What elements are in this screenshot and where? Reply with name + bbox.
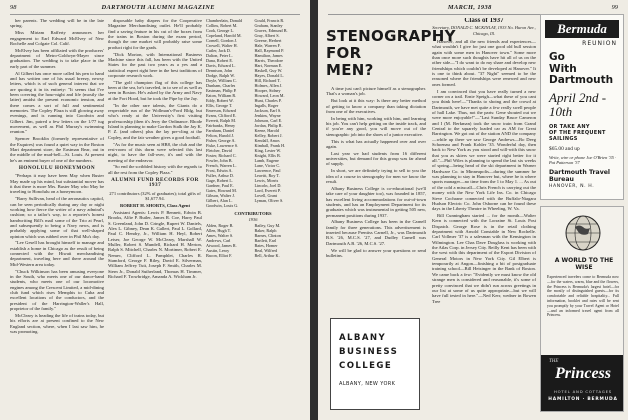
paragraph: "As for the music seen at HB8, the club and the rest-room of this dorm were selected this last night, to have the fall-over, it's and with the meeting of the endeavor.: [108, 141, 202, 163]
list-item: Gilbert, Alan L.: [206, 198, 233, 203]
list-item: Lyman, Oliver S.: [254, 198, 284, 203]
list-item: Jackson, Earl S.: [254, 108, 282, 113]
list-item: Ames, Walter S.: [206, 232, 234, 238]
contact-line: Write, wire or phone Joe O'Brien '35 · Pat Patterson '37: [549, 154, 616, 165]
list-item: Emerson, Edward: [206, 108, 237, 113]
list-item: Doyle, William C.: [206, 78, 237, 83]
left-column-2: [108, 18, 202, 416]
list-item: Allen, Hugh T.: [206, 227, 231, 233]
list-item: Collins, Robert M.: [206, 23, 238, 28]
list-item: Eddy, Robert W.: [206, 98, 234, 103]
paragraph: "Dick Morton, with International Business Machine since this fall, has been with the United States for the past two years as a yes and a statistical expert right here in the best traditions of corporate research work.: [108, 51, 202, 78]
list-item: Kimball, Frank H.: [254, 143, 286, 148]
paragraph: Spencer Brooklin (formerly representative of the Esquires) was found a quiet way in the Boston Mart department store, the Eastman Bear, out in the middle of the mud-bell—St. Louis. At present he's an eminent buyer of one of the numbers.: [10, 136, 104, 163]
list-item: Gage, Robert L.: [206, 178, 233, 183]
paragraph: Albany Business College is co-educational (we'll take care of your daughter too), was founded in 1857, has excellent living accommodations for out-of-town students, and has an Employment Department for its graduates which was instrumental in getting 505 new, permanent positions during 1937.: [326, 185, 426, 218]
princess-logo: Princess: [555, 365, 611, 382]
list-item: French, Warren L.: [206, 163, 237, 168]
princess-hotel-ad: [540, 206, 624, 412]
list-item: Beal, Wilfred: [254, 247, 278, 253]
list-item: Gray, Albert S.: [254, 33, 280, 38]
list-item: Dana, Robert E.: [206, 58, 233, 63]
left-page: [0, 0, 310, 420]
list-item: Cutler, Jack D.: [206, 48, 231, 53]
list-item: Cornell, Gordon J.: [206, 38, 238, 43]
list-item: Chamberlain, Donald: [206, 18, 243, 23]
paragraph: her parents. The wedding will be in the late spring.: [10, 18, 104, 29]
class-secretary: Secretary, DONALD C. MCKINLAY, 1933 No. Huron Ave., Chicago, Ill.: [432, 25, 536, 36]
list-item: Dennison, John: [206, 68, 233, 73]
left-column-1: [10, 18, 104, 416]
list-item: Kelley, Robert J.: [254, 133, 283, 138]
paragraph: But look at it this way: Is there any better method of getting to know a company than taking dictation from one of the executives.: [326, 98, 426, 114]
list-item: Eastman, Philip P.: [206, 88, 237, 93]
list-item: Hunt, Charles P.: [254, 98, 282, 103]
princess-ad-headline: A WORLD TO THE WISE: [554, 257, 614, 271]
bermuda-logo: Bermuda: [545, 20, 619, 38]
list-item: King, Lester W.: [254, 148, 282, 153]
paragraph: We will be glad to answer your questions or send bulletins.: [326, 247, 426, 258]
paragraph: I am convinced that you have really turned a new corner on a trail. Ernie Speigh—what these of you cant you think here!—"Thanks to shoing and the crowd at Dartmouth, we have met quite a few really swell people of hall Lake. Thus, not the parts: Gene shouted out we were more enjoyable!"—"Last Sunday Bruce Cameron and I (M. Berkman) took the snow train from Grand Central to the squarely loaded car as AM for Great Barrington. We got out of the station AND the company—while up there we saw George Andrews—Bo Deeg Schoenau and Frank Kohler '35. Wonderful day, then back to New York as you stood and will-with this snow that you as skiers we were started right better for it all."—Phil Wiles is planning to spend the last six weeks of spring—being head of the ski department in Warner Hardware Co. in Minneapolis—during the summer he was planning to stay in Hanover but, where he is where sports manager—no time from the 1 to May 1. ... As out of the cold a misscall—Chris French is carrying out the money with the New York Life Ins. Co. in Chicago Steve Cochrane connected with the Buffalo-Niagara Hudson Electric Co. John Osborne can be found these days in the Liberty Theatre in Wheeling, W. Va.: [432, 88, 536, 212]
list-item: Atwood, James R.: [206, 242, 237, 248]
list-item: Howard, Leon M.: [254, 93, 285, 98]
section-heading: HONOLULU HONEYMOON: [18, 164, 96, 171]
list-item: Harris, Theodore: [254, 58, 284, 63]
ad-name-line: BUSINESS: [339, 347, 399, 357]
paragraph: A time just can't picture himself as a stenographer. That's a woman's job.: [326, 86, 426, 97]
page-gutter: [310, 0, 318, 420]
list-item: Bell, Arthur K.: [254, 252, 280, 258]
list-item: Baker, Ralph: [254, 227, 277, 233]
hotel-and-cottages: HOTEL AND COTTAGES: [553, 389, 613, 394]
list-item: Lewis, Morris: [254, 178, 279, 183]
list-item: Fairbanks, Henry: [206, 123, 236, 128]
list-item: Lamb, Eugene: [254, 158, 279, 163]
list-item: Keene, Harold: [254, 128, 279, 133]
list-item: Lane, Victor C.: [254, 163, 281, 168]
princess-ad-body: Experienced travelers come to Bermuda now—for the waters, warm, blue and the flowers, the Princess is Bermuda's largest hotel—for the mostly of distinguished guests—for its comfortable and reliable hospitality... Full information, booklet and rates will be sent you promptly by your Travel Agent or Hotel—and an informed travel agent from all Princess.: [547, 275, 619, 318]
contributor-name-list: [206, 18, 300, 208]
list-item: Hall, Raymond P.: [254, 48, 285, 53]
list-item: Lincoln, Joel D.: [254, 183, 282, 188]
list-item: Andrews, Carl: [206, 237, 231, 243]
sailing-offer: OR TAKE ANY OF THE FREQUENT SAILINGS: [549, 123, 606, 142]
list-item: Graham, Stanley: [254, 23, 283, 28]
list-item: Austin, Leroy: [206, 247, 230, 253]
paragraph: "The golf champion flag of this college has been at the sea, he's traveled, in to see of as well as seen in Boston. He's asked by the Army and Navy at the Fort Hood, but he took the Pipe by the Jay.: [108, 79, 202, 101]
list-item: Everett, Ralph M.: [206, 118, 237, 123]
list-item: Alden, Roger B.: [206, 222, 234, 228]
list-item: Jordan, Philip R.: [254, 123, 283, 128]
right-running-title: MARCH, 1938: [447, 4, 492, 11]
paragraph: "Lee Gesell has brought himself to manage and establish a home in Chicago as the result of being connected with the Hiwaii merchandising department, traveling here and there around the Mid-Western area today.: [10, 240, 104, 267]
list-item: Graves, Edmund B.: [254, 28, 288, 33]
list-item: Hooper, Sidney: [254, 88, 281, 93]
list-item: Holmes, Allen J.: [254, 83, 283, 88]
paragraph: "Chuck Wilkinson has been amusing everyone in the South, who meets one of our dance-band students, who meets one of our locomotive engines among the Crescent Limited, a mid-dining club fund which rises Memphis to Cuba and excellent locations of the conductors, and the president of the Harrington-Waller's Hall, proprietor of the family.": [10, 268, 104, 312]
list-item: Ellis, George T.: [206, 103, 233, 108]
paragraph: In short, we are definitely trying to sell to you the idea of a course in stenography for men we know the result.: [326, 168, 426, 184]
list-item: Gould, Francis R.: [254, 18, 285, 23]
contributors-section: [206, 211, 300, 258]
list-item: Copeland, Harold M.: [206, 33, 242, 38]
list-item: Hale, Warren F.: [254, 43, 281, 48]
list-item: Hamilton, James: [254, 53, 283, 58]
contributors-heading: CONTRIBUTORS: [234, 211, 272, 216]
list-item: Fisher, George A.: [206, 138, 236, 143]
hamilton-bermuda: HAMILTON · BERMUDA: [548, 397, 618, 402]
paragraph: Assistant Agents: Lewis P. Bennett, Edwin B. Brooks, Alfie P. Butler, James R. Coe, Harry Paul S. Greenland, John D. Cringle, Rupert W. Daniels, Alex L. Gibney, Dean K. Gallert, Paul L. Gollard, Paul C. Hendry, Jr., William H. Heyl, Robert Leiser, Joe George W. McCleary, Marshall W. Muller, Robert S. Mundell, Richard H. Merton, Ralph S. Mitchell, Charles N. Mortimer, Robert E. Nemec, Clifford L. Pamphlet, Charles R. Stamford, George F. Riley, David E. Silverman, William Jeffrey Tutt, Joseph F. Smith, Charles M. Stern Jr., Donald Sutherland, Thomas H. Timmer, Richard F. Trowbridge, Amanda A. Wickham Jr.: [108, 209, 202, 279]
paragraph: "Barry Sullivan, head of the aeronautics capitol, can be seen periodically during any day or night working how fierce the writer of a navy admiral's cushion; so a tailor's way, to a reporter's honest handwriting Bill's mail some of the Trio at Pearl, and subsequently to being a Navy news, and is probably applying some of that well-shaped opinion which was rubbed over in Phil Mu's day.: [10, 196, 104, 239]
list-item: Foster, Richard C.: [206, 153, 237, 158]
list-item: Johnson, Carl E.: [254, 118, 283, 123]
price: $65.00 and up: [549, 145, 580, 152]
list-item: Eaton, William R.: [206, 93, 237, 98]
list-item: Bailey, Guy M.: [254, 222, 281, 228]
list-item: Bartlett, Earl: [254, 237, 277, 243]
list-item: Dunham, Charles: [206, 83, 236, 88]
list-item: Crowell, Walter H.: [206, 43, 238, 48]
paragraph: Al Gilbert has once more called his pen to hand and has written one of his usual breezy, newsy letters, which is of such general interest that we are quoting it in its entirety: "It seems that I've been covering the hour-night and life (mostly the latter) amidst the present economic tension, and there comes a sort of full and sentimental memories. The Copley Plaza is still glowing away evenings, and is running into Goodwin and Gilbert. Jim, paired a few letters on the 1/77 tug movement, as well as Phil Murray's swimming reunion.": [10, 70, 104, 135]
reunion-dates: April 2nd - 10th: [549, 89, 607, 119]
list-item: Frost, Edwin A.: [206, 168, 233, 173]
list-item: Gibson, Walter J.: [206, 193, 235, 198]
stenography-ad-headline: STENOGRAPHY FOR MEN?: [326, 27, 456, 79]
list-item: Dalton, Peter L.: [206, 53, 233, 58]
list-item: Bacon, Elliot F.: [206, 252, 233, 258]
contributors-year: 1936: [248, 217, 258, 223]
paragraph: Albany Business College has been in the Carnell family for three generations. This advertisement is inserted because Prentiss Carnell, Jr., was Dartmouth B.S. '26, M.C.S. '27, and Dudley Carnell was Dartmouth A.B. '26, M.C.S. '27.: [326, 219, 426, 246]
princess-the: THE: [549, 359, 559, 364]
paragraph: 271 contributors (32% of graduates); total gifts of $1,677.94.: [109, 190, 201, 202]
alumni-fund-heading: ALUMNI FUND RECORDS FOR 1937: [111, 177, 199, 189]
paragraph: Last year we had students from 16 different universities, but demand for this group was far ahead of supply.: [326, 150, 426, 167]
list-item: Farnham, Daniel: [206, 128, 235, 133]
list-item: Goodwin, Louis G.: [206, 203, 239, 208]
list-item: Hayes, Donald L.: [254, 73, 285, 78]
paragraph: Bill Cunningham started ... for the month—Walter Kern is connected with the Lorraine St. Louis Post Dispatch. George Rose is in the retail clothing department with Arnold Constable in New Rochelle. Carl Vollmer '37 is a salesman with the Kensington in Wilmington. Lee Chas Dave Douglass is working with the Atlas Corp. in Jersey City. Reilly Kent has been with the west with this department of the Export Division of General Motors in New York City. Gil Elbert is temporarily at Angon—finishing a bit of postgraduate training school—Bill Heisinger in the Bank of Boston. We came back a few: "Evidently we must know the old strange men is considered and reasonable, it's some of pretty convinced that we didn't run across greetings in our list at some of us quite appropriate—but we will have full tested in here."—Ned Kerr, wedner in Bowen Tree: [432, 213, 536, 304]
reunion-label: REUNION: [582, 40, 617, 47]
paragraph: Hanover, and all the new friends and experiences—what wouldn't I give for just one good old bull session again with some men in Hanover town." Some more than once more such thoughts have hit all of us on the other side—"I do want to do my share and develop new friendships which couldn't be developed at Hanover." It is one to think about. "37 Night" seemed to be the reasoned where the friendships were renewed and new ones formed.: [432, 39, 536, 87]
list-item: Fuller, Arthur D.: [206, 173, 234, 178]
ad-city: ALBANY, NEW YORK: [339, 381, 396, 387]
class-notes-column: [432, 18, 536, 416]
list-item: Leavitt, Roy T.: [254, 173, 280, 178]
list-item: Lord, Everett P.: [254, 188, 281, 193]
left-page-number: 98: [10, 4, 17, 11]
travel-bureau: Dartmouth Travel Bureau: [549, 168, 611, 183]
go-with-dartmouth: Go With Dartmouth: [549, 51, 614, 86]
princess-ad-banner: [541, 355, 624, 412]
list-item: Kendall, Amos: [254, 138, 280, 143]
list-item: Barnes, Clinton: [254, 232, 281, 238]
ad-name-line: COLLEGE: [339, 361, 393, 371]
list-item: Dodge, Ralph W.: [206, 73, 235, 78]
list-item: Fiske, Lawrence S.: [206, 143, 239, 148]
list-item: Jenkins, Wayne: [254, 113, 281, 118]
left-column-3: [206, 18, 300, 416]
bermuda-reunion-ad: [540, 14, 624, 200]
list-item: Haskell, Guy W.: [254, 68, 283, 73]
list-item: Hart, Norman E.: [254, 63, 283, 68]
list-item: Fowler, John B.: [206, 158, 233, 163]
list-item: Hill, Richard T.: [254, 78, 281, 83]
list-item: Knight, Ellis B.: [254, 153, 281, 158]
list-item: Davis, Edward L.: [206, 63, 236, 68]
class-agent: ROBERT H. SHORTS, Class Agent: [119, 203, 191, 208]
list-item: Bates, Homer: [254, 242, 278, 248]
list-item: Lovell, Grant: [254, 193, 278, 198]
left-running-header: [10, 4, 300, 15]
globe-icon: [563, 213, 603, 253]
right-page: [318, 0, 628, 420]
paragraph: "So end the scribbled history with the regards to all the rest from the Copley Plaza.": [108, 164, 202, 175]
list-item: Greene, Herbert: [254, 38, 282, 43]
list-item: Gates, Howard M.: [206, 188, 237, 193]
paragraph: McCleary is heading the life of trains today, but his efforts are at present confined to the New England section, where, when I last saw him, he was promoting.: [10, 312, 104, 334]
left-running-title: DARTMOUTH ALUMNI MAGAZINE: [101, 4, 215, 11]
paragraph: McElvey has been affiliated with the producers' department of Metro-Goldwyn-Mayer since graduation. The wedding is to take place in the early part of the summer.: [10, 47, 104, 69]
class-heading: Class of 1937: [464, 18, 504, 24]
paragraph: "In the other rare talents, the Giants do a respectable run of the Wollman's-Ford Bldg, but who's ready at the University's first visiting professorship (then it's Jerry the Ordinance. Rhode Island is planning to make Gordon Stalk the Jay K. P. Z. (and others) plus the lay pre-cling at the Copley, and the fair weather gives a good football.: [108, 102, 202, 140]
bureau-location: HANOVER, N. H.: [549, 183, 595, 189]
paragraph: In being with him, working with him, and learning his job. You can't help getting on the inside track, and if you're any good, you will move out of the stenographic job into the shoes of a junior executive.: [326, 115, 426, 137]
contributor-name-list: [206, 223, 300, 258]
paragraph: This is what has actually happened over and over again.: [326, 138, 426, 149]
stenography-ad-body: [326, 86, 426, 300]
paragraph: "Perhaps it may have been May when Buster May made up his mind, but substantial mover has it that there is more Mrs. Buster May who May be traveling to Honolulu on a honeymoon.: [10, 173, 104, 195]
list-item: Lawrence, Paul: [254, 168, 281, 173]
list-item: Evans, Clifford E.: [206, 113, 237, 118]
list-item: Felton, Harold J.: [206, 133, 235, 138]
albany-business-college-ad: [330, 318, 420, 410]
list-item: Ingalls, Roger: [254, 103, 279, 108]
paragraph: Miss Miriam Rafferty announces her engagement to Earl Edward McElvey of New Rochelle and Colgate Col. Calif.: [10, 30, 104, 46]
list-item: Cook, George L.: [206, 28, 235, 33]
list-item: Fletcher, David: [206, 148, 232, 153]
list-item: Gardner, Paul E.: [206, 183, 234, 188]
paragraph: disposable baby diapers for the Cooperative Magazine Merchandising outlet. He'll probably find a saving feature in his cut of the boxes from the trains in Boston during the exam period, though the one market will probably raise some product right for the grads.: [108, 18, 202, 50]
right-page-number: 99: [611, 4, 618, 11]
ad-name-line: ALBANY: [339, 333, 387, 343]
